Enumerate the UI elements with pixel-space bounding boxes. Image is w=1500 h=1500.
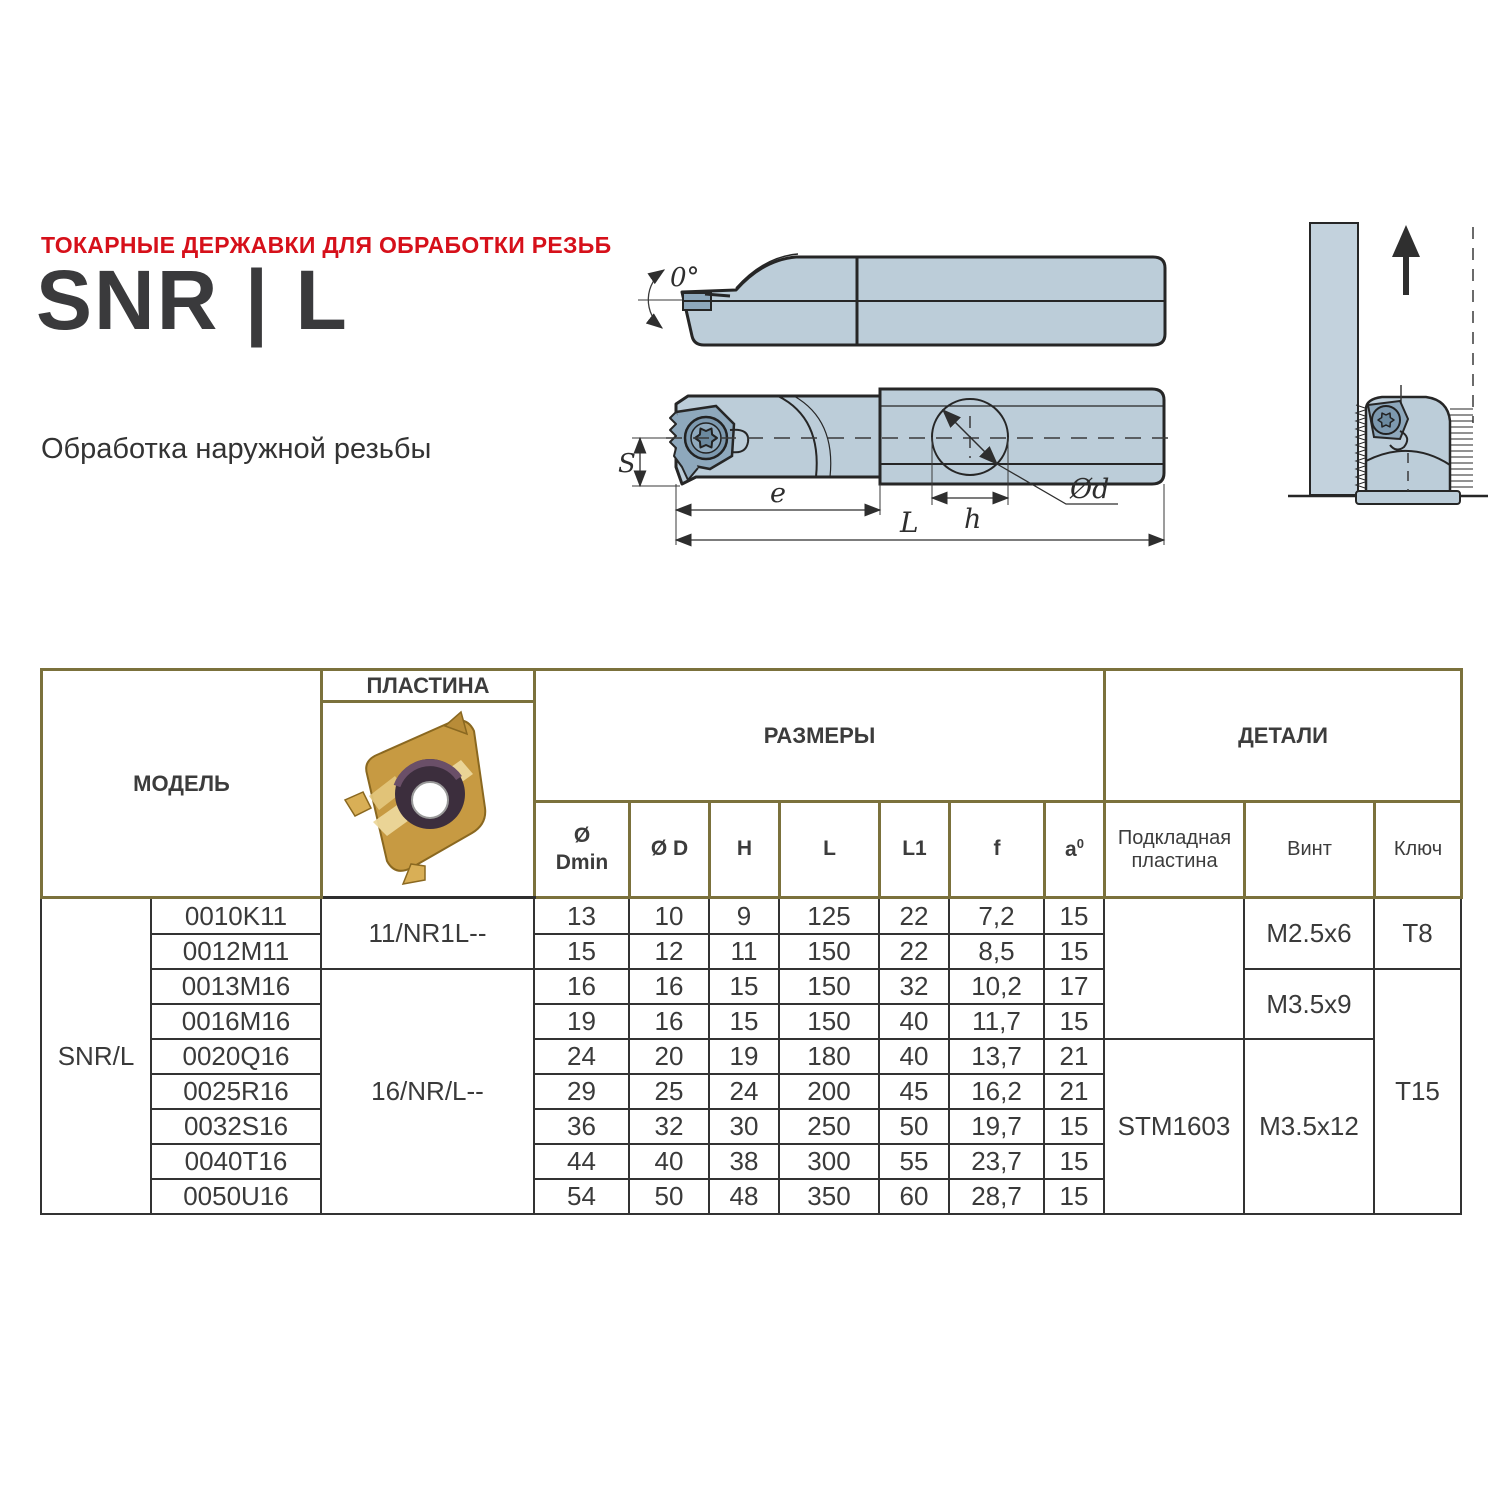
cell-model: 0050U16 bbox=[151, 1179, 321, 1214]
cell-dmin: 19 bbox=[534, 1004, 629, 1039]
col-header-f: f bbox=[950, 802, 1045, 898]
cell-model: 0020Q16 bbox=[151, 1039, 321, 1074]
cell-l1: 40 bbox=[879, 1004, 949, 1039]
col-header-details: ДЕТАЛИ bbox=[1105, 670, 1462, 802]
cell-dmin: 13 bbox=[534, 899, 629, 934]
cell-a: 15 bbox=[1044, 934, 1104, 969]
key-cell: T15 bbox=[1374, 969, 1461, 1214]
cell-a: 17 bbox=[1044, 969, 1104, 1004]
dimension-label-h: h bbox=[964, 504, 982, 535]
thread-profile-right bbox=[1450, 409, 1473, 487]
shim-cell: STM1603 bbox=[1104, 1039, 1244, 1214]
drawing-top-view bbox=[620, 228, 1200, 360]
cell-dmin: 29 bbox=[534, 1074, 629, 1109]
insert-group-cell: 16/NR/L-- bbox=[321, 969, 534, 1214]
insert-photo-cell bbox=[322, 702, 535, 898]
cell-f: 10,2 bbox=[949, 969, 1044, 1004]
cell-d: 32 bbox=[629, 1109, 709, 1144]
col-header-insert: ПЛАСТИНА bbox=[322, 670, 535, 702]
page-title: SNR | L bbox=[36, 253, 349, 347]
col-header-model: МОДЕЛЬ bbox=[42, 670, 322, 898]
cell-l1: 55 bbox=[879, 1144, 949, 1179]
drawing-application-view bbox=[1288, 213, 1488, 513]
cell-dmin: 16 bbox=[534, 969, 629, 1004]
dimension-label-l: L bbox=[900, 506, 919, 539]
cell-dmin: 24 bbox=[534, 1039, 629, 1074]
cell-model: 0010K11 bbox=[151, 899, 321, 934]
cell-a: 15 bbox=[1044, 1179, 1104, 1214]
cell-a: 21 bbox=[1044, 1074, 1104, 1109]
col-header-l: L bbox=[780, 802, 880, 898]
feed-direction-arrow-icon bbox=[1392, 225, 1420, 295]
cell-h: 11 bbox=[709, 934, 779, 969]
cell-d: 16 bbox=[629, 969, 709, 1004]
cell-dmin: 15 bbox=[534, 934, 629, 969]
cell-h: 9 bbox=[709, 899, 779, 934]
col-header-d: Ø D bbox=[630, 802, 710, 898]
cell-h: 38 bbox=[709, 1144, 779, 1179]
cell-a: 15 bbox=[1044, 1109, 1104, 1144]
col-header-dmin: Ø Dmin bbox=[535, 802, 630, 898]
cell-h: 19 bbox=[709, 1039, 779, 1074]
cell-model: 0013M16 bbox=[151, 969, 321, 1004]
col-header-key: Ключ bbox=[1375, 802, 1462, 898]
cell-l: 200 bbox=[779, 1074, 879, 1109]
insert-photo bbox=[333, 704, 523, 890]
cell-f: 7,2 bbox=[949, 899, 1044, 934]
page-subtitle: Обработка наружной резьбы bbox=[41, 433, 432, 465]
cell-d: 20 bbox=[629, 1039, 709, 1074]
cell-l1: 22 bbox=[879, 899, 949, 934]
cell-l1: 45 bbox=[879, 1074, 949, 1109]
cell-model: 0016M16 bbox=[151, 1004, 321, 1039]
cell-d: 16 bbox=[629, 1004, 709, 1039]
cell-a: 15 bbox=[1044, 1004, 1104, 1039]
cell-l: 300 bbox=[779, 1144, 879, 1179]
cell-h: 30 bbox=[709, 1109, 779, 1144]
cell-dmin: 54 bbox=[534, 1179, 629, 1214]
category-heading: ТОКАРНЫЕ ДЕРЖАВКИ ДЛЯ ОБРАБОТКИ РЕЗЬБ bbox=[41, 232, 612, 258]
cell-f: 19,7 bbox=[949, 1109, 1044, 1144]
cell-a: 15 bbox=[1044, 1144, 1104, 1179]
spec-table bbox=[40, 668, 1460, 1215]
cell-f: 23,7 bbox=[949, 1144, 1044, 1179]
cell-h: 48 bbox=[709, 1179, 779, 1214]
cell-f: 13,7 bbox=[949, 1039, 1044, 1074]
cell-h: 15 bbox=[709, 969, 779, 1004]
cell-model: 0032S16 bbox=[151, 1109, 321, 1144]
screw-cell: M3.5x9 bbox=[1244, 969, 1374, 1039]
cell-l1: 22 bbox=[879, 934, 949, 969]
cell-d: 50 bbox=[629, 1179, 709, 1214]
cell-l: 180 bbox=[779, 1039, 879, 1074]
cell-d: 12 bbox=[629, 934, 709, 969]
cell-model: 0040T16 bbox=[151, 1144, 321, 1179]
cell-f: 8,5 bbox=[949, 934, 1044, 969]
col-header-a: $a^0$ bbox=[1045, 802, 1105, 898]
col-header-l1: L1 bbox=[880, 802, 950, 898]
dimension-label-od: Ød bbox=[1070, 474, 1110, 505]
cell-l: 150 bbox=[779, 1004, 879, 1039]
cell-l: 125 bbox=[779, 899, 879, 934]
cell-dmin: 36 bbox=[534, 1109, 629, 1144]
cell-d: 10 bbox=[629, 899, 709, 934]
screw-cell: M2.5x6 bbox=[1244, 899, 1374, 969]
cell-l1: 40 bbox=[879, 1039, 949, 1074]
cell-f: 11,7 bbox=[949, 1004, 1044, 1039]
key-cell: T8 bbox=[1374, 899, 1461, 969]
screw-cell: M3.5x12 bbox=[1244, 1039, 1374, 1214]
cell-h: 24 bbox=[709, 1074, 779, 1109]
table-row bbox=[41, 1039, 1461, 1074]
col-header-sizes: РАЗМЕРЫ bbox=[535, 670, 1105, 802]
table-row bbox=[41, 899, 1461, 934]
col-header-screw: Винт bbox=[1245, 802, 1375, 898]
insert-group-cell: 11/NR1L-- bbox=[321, 899, 534, 969]
cell-a: 21 bbox=[1044, 1039, 1104, 1074]
angle-arc bbox=[648, 270, 664, 328]
workpiece-wall bbox=[1310, 223, 1358, 495]
angle-label: 0° bbox=[670, 263, 700, 293]
cell-h: 15 bbox=[709, 1004, 779, 1039]
cell-d: 40 bbox=[629, 1144, 709, 1179]
cell-l: 350 bbox=[779, 1179, 879, 1214]
cell-f: 28,7 bbox=[949, 1179, 1044, 1214]
cell-dmin: 44 bbox=[534, 1144, 629, 1179]
cell-l1: 60 bbox=[879, 1179, 949, 1214]
shim-empty-cell bbox=[1104, 899, 1244, 1039]
cell-d: 25 bbox=[629, 1074, 709, 1109]
cell-l1: 32 bbox=[879, 969, 949, 1004]
spec-table-body bbox=[40, 899, 1460, 1215]
bar-shank bbox=[880, 389, 1164, 484]
cell-model: 0025R16 bbox=[151, 1074, 321, 1109]
col-header-shim: Подкладная пластина bbox=[1105, 802, 1245, 898]
cell-l: 250 bbox=[779, 1109, 879, 1144]
table-row bbox=[41, 969, 1461, 1004]
dimension-label-s: S bbox=[618, 449, 636, 479]
col-header-h: H bbox=[710, 802, 780, 898]
cell-f: 16,2 bbox=[949, 1074, 1044, 1109]
cell-l: 150 bbox=[779, 969, 879, 1004]
cell-l1: 50 bbox=[879, 1109, 949, 1144]
series-cell: SNR/L bbox=[41, 899, 151, 1214]
drawing-side-view bbox=[618, 372, 1210, 567]
cell-l: 150 bbox=[779, 934, 879, 969]
tool-base bbox=[1356, 491, 1460, 504]
spec-table-header bbox=[40, 668, 1463, 899]
dimension-label-e: e bbox=[770, 478, 786, 509]
cell-model: 0012M11 bbox=[151, 934, 321, 969]
cell-a: 15 bbox=[1044, 899, 1104, 934]
